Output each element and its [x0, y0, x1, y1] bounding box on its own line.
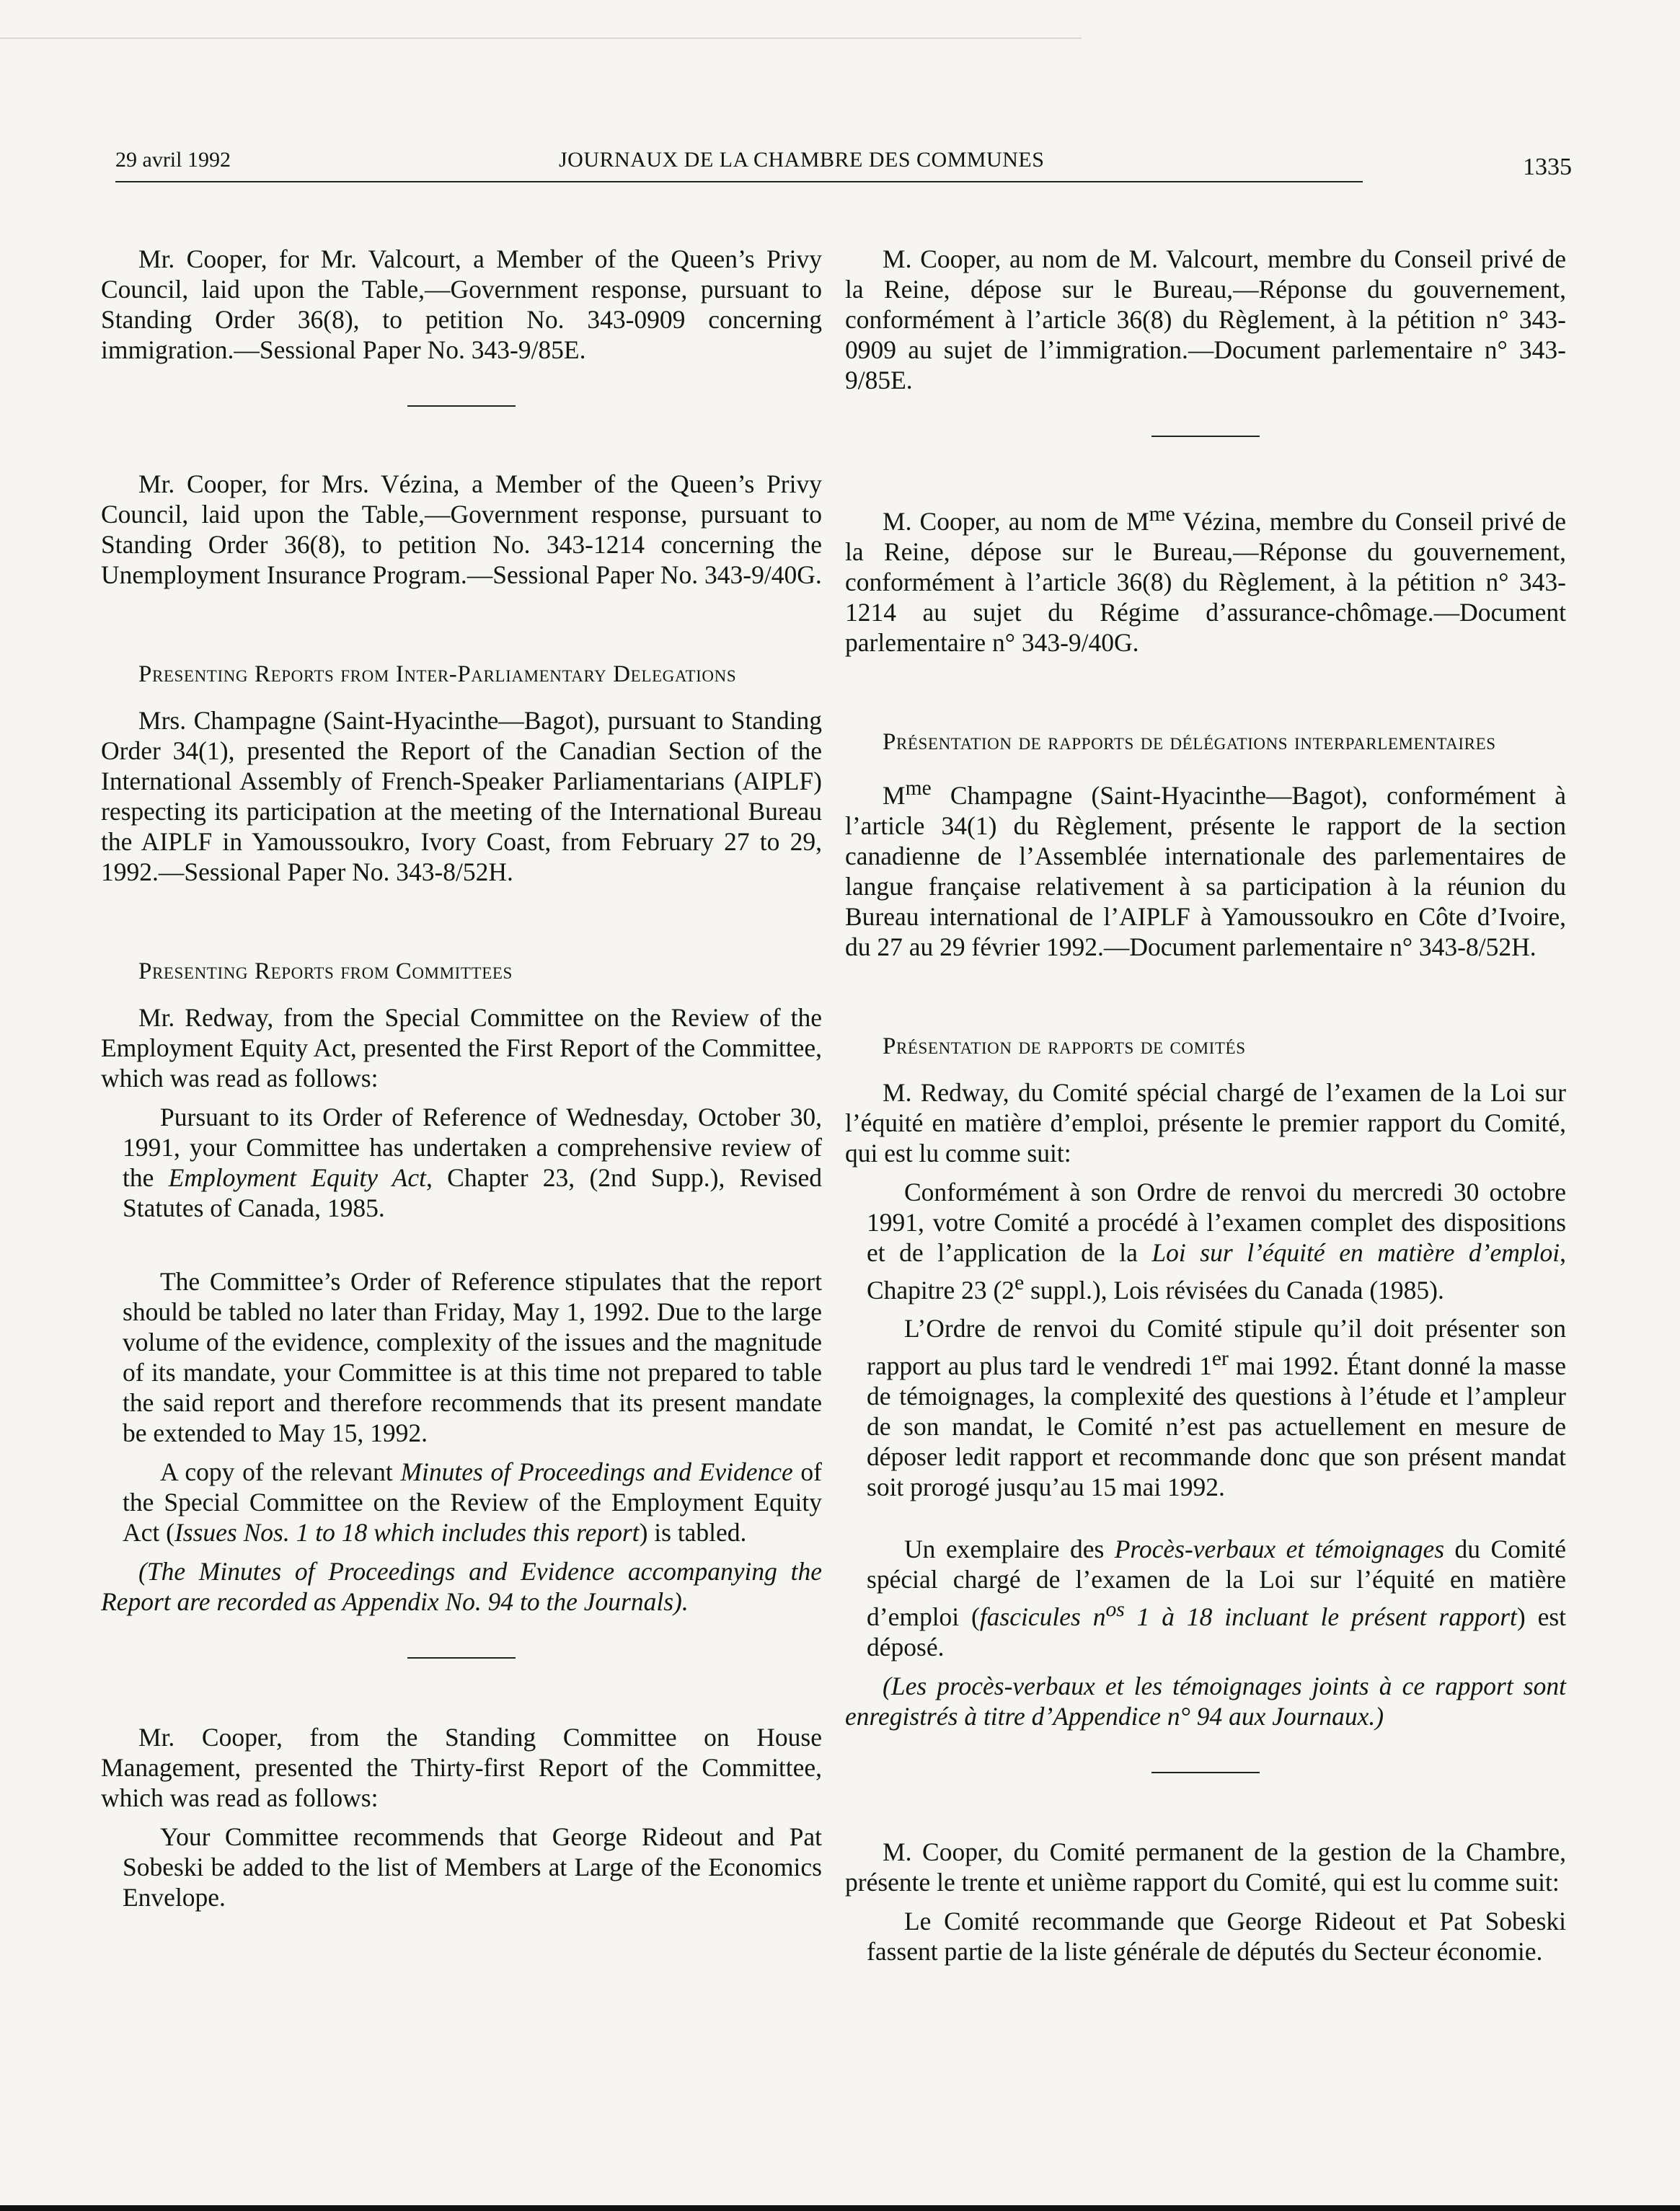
fr-mandate-text: L’Ordre de renvoi du Comité stipule qu’il doit présenter son rapport au plus tard le vendredi 1 — [867, 1314, 1566, 1381]
page-number: 1335 — [1523, 154, 1572, 180]
en-quote-mandate: The Committee’s Order of Reference stipulates that the report should be tabled no later than Friday, May 1, 1992. Due to the large volume of the evidence, complexity of the issues and the magnitude of its mandate, your Committee is at this time not prepared to table the said report and therefore recommends that its present mandate be extended to May 15, 1992. — [123, 1267, 822, 1447]
en-copy-text-end: ) is tabled. — [639, 1518, 747, 1547]
en-quote-reference-end: , Chapter 23, (2nd Supp.), Revised Statutes of Canada, 1985. — [123, 1163, 823, 1222]
en-copy-text-mid: of the Special Committee on the Review of the Employment Equity Act ( — [123, 1457, 822, 1547]
en-heading-committees: Presenting Reports from Committees — [138, 958, 513, 984]
fr-issues-ref-b: 1 à 18 incluant le présent rapport — [1124, 1602, 1517, 1632]
fr-sup-me: me — [1149, 503, 1175, 526]
fr-appendix-note: (Les procès-verbaux et les témoignages joints à ce rapport sont enregistrés à titre d’Appendice n° 94 aux Journaux.) — [845, 1672, 1566, 1731]
en-paragraph-champagne: Mrs. Champagne (Saint-Hyacinthe—Bagot), pursuant to Standing Order 34(1), presented the Report of the Canadian Section of the International Assembly of French-Speaker Parliamentarians (AIPLF) respecting its participation at the meeting of the International Bureau the AIPLF in Yamoussoukro, Ivory Coast, from February 27 to 29, 1992.—Sessional Paper No. 343-8/52H. — [101, 706, 822, 886]
en-paragraph-vezina: Mr. Cooper, for Mrs. Vézina, a Member of the Queen’s Privy Council, laid upon the Table,—Government response, pursuant to Standing Order 36(8), to petition No. 343-1214 concerning the Unemployment Insurance Program.—Sessional Paper No. 343-9/40G. — [101, 469, 822, 589]
scan-bottom-edge — [0, 2205, 1680, 2211]
en-quote-recommendation: Your Committee recommends that George Rideout and Pat Sobeski be added to the list of Members at Large of the Economics Envelope. — [123, 1822, 822, 1912]
scan-top-edge — [0, 37, 1082, 39]
fr-quote-reference — [867, 1177, 1566, 1305]
header-rule — [115, 181, 1363, 182]
fr-minutes-title: Procès-verbaux et témoignages — [1114, 1535, 1445, 1564]
fr-sup-me: me — [905, 776, 932, 800]
fr-vezina-text-end: Vézina, membre du Conseil privé de la Reine, dépose sur le Bureau,—Réponse du gouvernement, conformément à l’article 36(8) du Règlement, à la pétition n° 343-1214 au sujet du Régime d’assurance-chômage.—Document parlementaire n° 343-9/40G. — [845, 506, 1566, 657]
fr-copy-text-mid: du Comité spécial chargé de l’examen de la Loi sur l’équité en matière d’emploi ( — [867, 1535, 1566, 1632]
fr-champagne-text: Champagne (Saint-Hyacinthe—Bagot), conformément à l’article 34(1) du Règlement, présente le rapport de la section canadienne de l’Assemblée internationale des parlementaires de langue française relativement à sa participation à la réunion du Bureau international de l’AIPLF à Yamoussoukro en Côte d’Ivoire, du 27 au 29 février 1992.—Document parlementaire n° 343-8/52H. — [845, 780, 1566, 961]
french-column — [845, 244, 1566, 1967]
fr-sup-os: os — [1105, 1598, 1125, 1622]
fr-paragraph-house-management: M. Cooper, du Comité permanent de la gestion de la Chambre, présente le trente et unième rapport du Comité, qui est lu comme suit: — [845, 1837, 1566, 1897]
fr-reference-text: Conformément à son Ordre de renvoi du mercredi 30 octobre 1991, votre Comité a procédé à l’examen complet des dispositions et de l’application de la — [867, 1177, 1566, 1267]
en-minutes-title: Minutes of Proceedings and Evidence — [400, 1457, 793, 1486]
page-header — [115, 148, 1572, 191]
en-heading-delegations: Presenting Reports from Inter-Parliamentary Delegations — [138, 661, 737, 687]
fr-paragraph-champagne — [845, 773, 1566, 962]
fr-reference-text-mid: , Chapitre 23 (2 — [867, 1237, 1566, 1305]
en-issues-ref: Issues Nos. 1 to 18 which includes this report — [174, 1518, 640, 1547]
fr-quote-mandate — [867, 1313, 1566, 1502]
fr-issues-ref — [979, 1598, 1517, 1632]
fr-sup-e: e — [1014, 1271, 1025, 1294]
fr-heading-delegations: Présentation de rapports de délégations interparlementaires — [883, 728, 1496, 755]
en-quote-reference — [123, 1102, 822, 1223]
fr-paragraph-valcourt: M. Cooper, au nom de M. Valcourt, membre du Conseil privé de la Reine, dépose sur le Bureau,—Réponse du gouvernement, conformément à l’article 36(8) du Règlement, à la pétition n° 343-0909 au sujet de l’immigration.—Document parlementaire n° 343-9/85E. — [845, 244, 1566, 394]
en-act-title: Employment Equity Act — [168, 1163, 426, 1192]
fr-paragraph-vezina — [845, 499, 1566, 658]
fr-act-title: Loi sur l’équité en matière d’emploi — [1151, 1237, 1560, 1267]
fr-heading-committees: Présentation de rapports de comités — [883, 1033, 1246, 1059]
en-copy-text: A copy of the relevant — [160, 1457, 401, 1486]
fr-issues-ref-a: fascicules n — [979, 1602, 1106, 1632]
fr-paragraph-redway: M. Redway, du Comité spécial chargé de l’examen de la Loi sur l’équité en matière d’emploi, présente le premier rapport du Comité, qui est lu comme suit: — [845, 1077, 1566, 1168]
fr-reference-text-end: suppl.), Lois révisées du Canada (1985). — [1024, 1275, 1444, 1305]
en-paragraph-redway: Mr. Redway, from the Special Committee on the Review of the Employment Equity Act, presented the First Report of the Committee, which was read as follows: — [101, 1003, 822, 1093]
en-quote-reference-text: Pursuant to its Order of Reference of Wednesday, October 30, 1991, your Committee has undertaken a comprehensive review of the — [123, 1103, 822, 1192]
fr-quote-recommendation: Le Comité recommande que George Rideout et Pat Sobeski fassent partie de la liste générale de députés du Secteur économie. — [867, 1907, 1566, 1967]
en-paragraph-valcourt: Mr. Cooper, for Mr. Valcourt, a Member of the Queen’s Privy Council, laid upon the Table,—Government response, pursuant to Standing Order 36(8), to petition No. 343-0909 concerning immigration.—Sessional Paper No. 343-9/85E. — [101, 244, 822, 364]
fr-mandate-text-end: mai 1992. Étant donné la masse de témoignages, la complexité des questions à l’étude et l’ampleur de son mandat, le Comité n’est pas actuellement en mesure de déposer ledit rapport et recommande donc que son présent mandat soit prorogé jusqu’au 15 mai 1992. — [867, 1351, 1566, 1502]
fr-copy-text: Un exemplaire des — [904, 1535, 1115, 1564]
fr-champagne-m: M — [883, 780, 906, 810]
english-column — [101, 244, 822, 1912]
en-quote-copy — [123, 1457, 822, 1548]
en-paragraph-house-management: Mr. Cooper, from the Standing Committee on House Management, presented the Thirty-first Report of the Committee, which was read as follows: — [101, 1723, 822, 1812]
en-appendix-note: (The Minutes of Proceedings and Evidence accompanying the Report are recorded as Appendix No. 94 to the Journals). — [101, 1557, 822, 1616]
fr-quote-copy — [867, 1534, 1566, 1662]
header-date: 29 avril 1992 — [115, 148, 231, 172]
fr-vezina-text: M. Cooper, au nom de M — [883, 506, 1149, 536]
fr-copy-text-end: ) est déposé. — [867, 1602, 1567, 1662]
fr-sup-er: er — [1211, 1347, 1229, 1371]
header-journal-title: JOURNAUX DE LA CHAMBRE DES COMMUNES — [559, 148, 1045, 172]
